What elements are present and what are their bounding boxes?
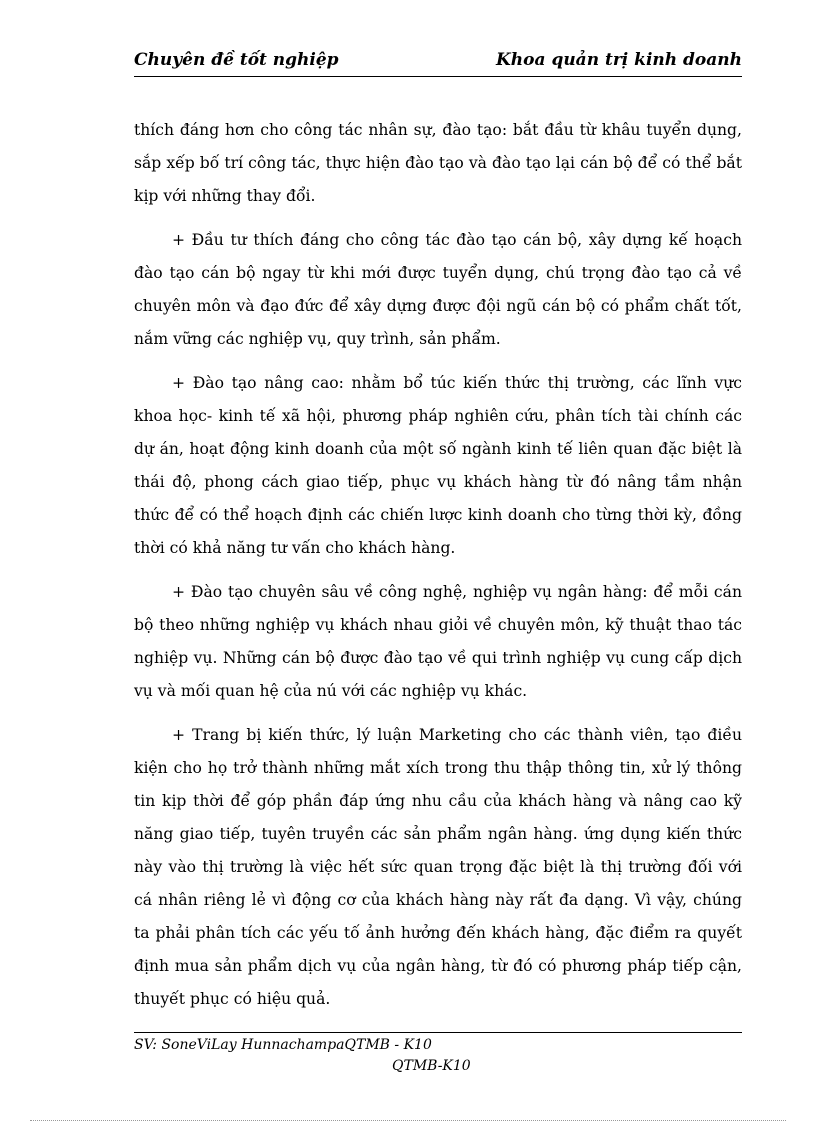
paragraph-specialized-training: + Đào tạo chuyên sâu về công nghệ, nghiệp vụ ngân hàng: để mỗi cán bộ theo những nghiệp vụ khách nhau giỏi về chuyên môn, kỹ thuật thao tác nghiệp vụ. Những cán bộ được đào tạo về qui trình nghiệp vụ cung cấp dịch vụ và mối quan hệ của nú với các nghiệp vụ khác.	[134, 583, 742, 700]
page-header	[134, 48, 742, 77]
footer-class-line: QTMB-K10	[392, 1058, 471, 1074]
paragraph-staff-training-investment: + Đầu tư thích đáng cho công tác đào tạo cán bộ, xây dựng kế hoạch đào tạo cán bộ ngay từ khi mới được tuyển dụng, chú trọng đào tạo cả về chuyên môn và đạo đức để xây dựng được đội ngũ cán bộ có phẩm chất tốt, nắm vững các nghiệp vụ, quy trình, sản phẩm.	[134, 231, 742, 348]
paragraph-continuation: thích đáng hơn cho công tác nhân sự, đào tạo: bắt đầu từ khâu tuyển dụng, sắp xếp bố trí công tác, thực hiện đào tạo và đào tạo lại cán bộ để có thể bắt kịp với những thay đổi.	[134, 121, 742, 205]
header-faculty-label: Khoa quản trị kinh doanh	[496, 50, 742, 70]
page-bottom-divider	[30, 1120, 786, 1121]
footer-student-line: SV: SoneViLay HunnachampaQTMB - K10	[134, 1037, 432, 1053]
paragraph-marketing-knowledge: + Trang bị kiến thức, lý luận Marketing cho các thành viên, tạo điều kiện cho họ trở thành những mắt xích trong thu thập thông tin, xử lý thông tin kịp thời để góp phần đáp ứng nhu cầu của khách hàng và nâng cao kỹ năng giao tiếp, tuyên truyền các sản phẩm ngân hàng. ứng dụng kiến thức này vào thị trường là việc hết sức quan trọng đặc biệt là thị trường đối với cá nhân riêng lẻ vì động cơ của khách hàng này rất đa dạng. Vì vậy, chúng ta phải phân tích các yếu tố ảnh hưởng đến khách hàng, đặc điểm ra quyết định mua sản phẩm dịch vụ của ngân hàng, từ đó có phương pháp tiếp cận, thuyết phục có hiệu quả.	[134, 726, 742, 1008]
page-footer	[134, 1032, 742, 1074]
header-thesis-label: Chuyên đề tốt nghiệp	[134, 50, 339, 70]
paragraph-advanced-training: + Đào tạo nâng cao: nhằm bổ túc kiến thức thị trường, các lĩnh vực khoa học- kinh tế xã hội, phương pháp nghiên cứu, phân tích tài chính các dự án, hoạt động kinh doanh của một số ngành kinh tế liên quan đặc biệt là thái độ, phong cách giao tiếp, phục vụ khách hàng từ đó nâng tầm nhận thức để có thể hoạch định các chiến lược kinh doanh cho từng thời kỳ, đồng thời có khả năng tư vấn cho khách hàng.	[134, 374, 742, 557]
document-body	[134, 114, 742, 1027]
